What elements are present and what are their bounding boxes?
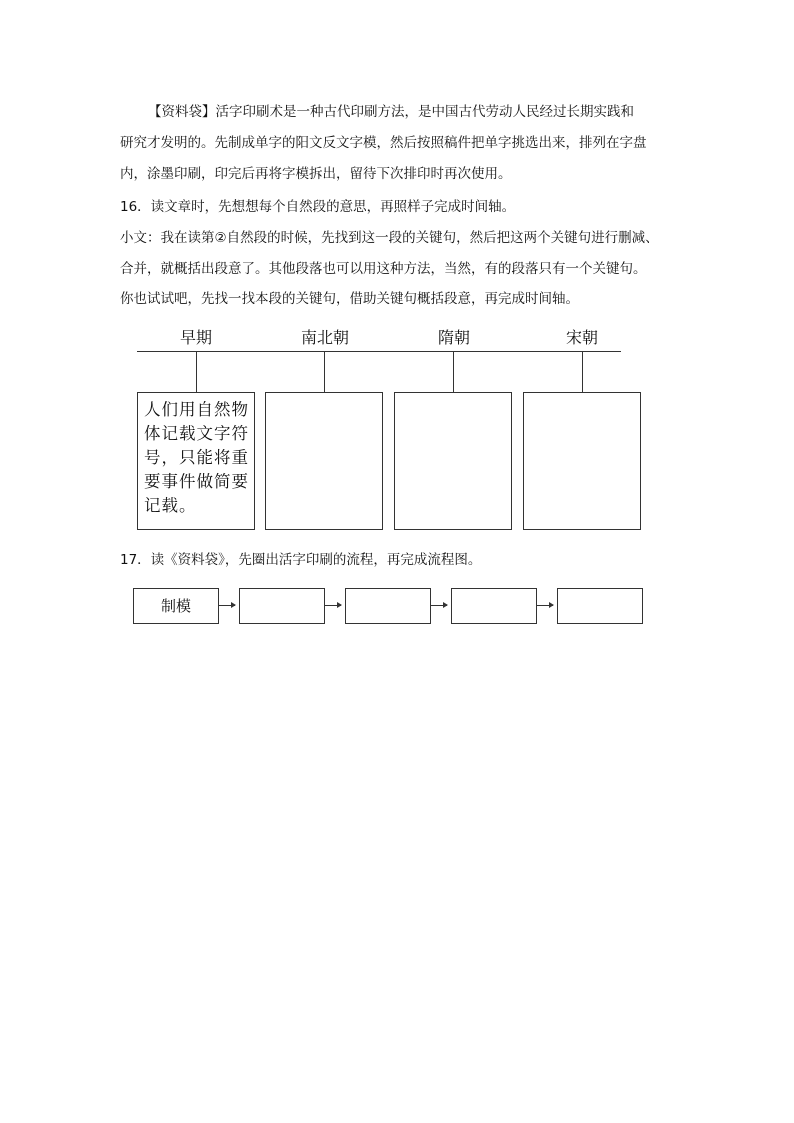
timeline-tick-3 xyxy=(453,351,454,392)
passage-line-1: 【资料袋】活字印刷术是一种古代印刷方法，是中国古代劳动人民经过长期实践和 xyxy=(148,104,634,120)
example-line-1: 小文：我在读第②自然段的时候，先找到这一段的关键句，然后把这两个关键句进行删减、 xyxy=(120,230,659,246)
timeline-answer-song xyxy=(524,393,640,398)
timeline-label-song: 宋朝 xyxy=(565,328,598,347)
flow-arrow-1 xyxy=(219,605,235,606)
timeline-answer-southern-northern xyxy=(266,393,382,398)
timeline-answer-sui xyxy=(395,393,511,398)
timeline-answer-box-sui[interactable] xyxy=(394,392,512,530)
flow-step-3[interactable] xyxy=(345,588,431,624)
flow-arrow-4 xyxy=(537,605,553,606)
flow-step-5[interactable] xyxy=(557,588,643,624)
passage-line-3: 内，涂墨印刷，印完后再将字模拆出，留待下次排印时再次使用。 xyxy=(120,166,512,182)
timeline-answer-early: 人们用自然物体记载文字符号，只能将重要事件做简要记载。 xyxy=(144,400,249,515)
timeline-answer-box-song[interactable] xyxy=(523,392,641,530)
timeline-tick-4 xyxy=(582,351,583,392)
timeline-label-southern-northern: 南北朝 xyxy=(300,328,349,347)
timeline-answer-box-southern-northern[interactable] xyxy=(265,392,383,530)
timeline-label-early: 早期 xyxy=(179,328,212,347)
timeline-axis xyxy=(137,351,621,352)
timeline-tick-2 xyxy=(324,351,325,392)
example-line-2: 合并，就概括出段意了。其他段落也可以用这种方法，当然，有的段落只有一个关键句。 xyxy=(120,261,647,277)
timeline-answer-box-early xyxy=(137,392,255,530)
timeline-tick-1 xyxy=(196,351,197,392)
passage-line-2: 研究才发明的。先制成单字的阳文反文字模，然后按照稿件把单字挑选出来，排列在字盘 xyxy=(120,135,647,151)
timeline-label-sui: 隋朝 xyxy=(437,328,470,347)
flow-arrow-3 xyxy=(431,605,447,606)
flow-step-2[interactable] xyxy=(239,588,325,624)
question-16: 16．读文章时，先想想每个自然段的意思，再照样子完成时间轴。 xyxy=(120,199,516,215)
flow-step-1: 制模 xyxy=(133,588,219,624)
question-17: 17．读《资料袋》，先圈出活字印刷的流程，再完成流程图。 xyxy=(120,552,482,568)
flow-step-4[interactable] xyxy=(451,588,537,624)
example-line-3: 你也试试吧，先找一找本段的关键句，借助关键句概括段意，再完成时间轴。 xyxy=(120,291,579,307)
flow-arrow-2 xyxy=(325,605,341,606)
